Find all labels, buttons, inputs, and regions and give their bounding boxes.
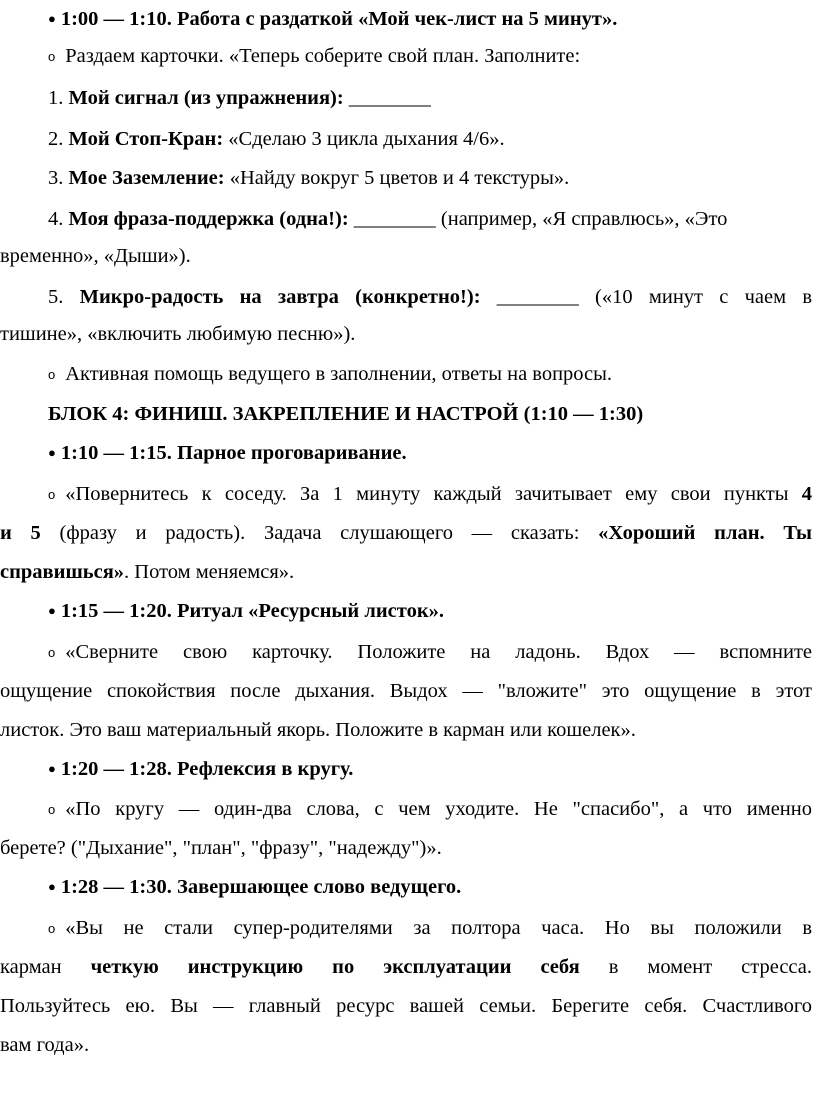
sub-item <box>48 361 808 388</box>
section-time: 1:15 — 1:20. <box>60 600 172 622</box>
bullet-icon: ● <box>48 879 56 894</box>
circle-bullet-icon: o <box>48 487 56 502</box>
section-paragraph-cont <box>0 1032 760 1058</box>
section-title: Ритуал «Ресурсный листок». <box>177 600 445 622</box>
section-title: Работа с раздаткой «Мой чек-лист на 5 минут». <box>177 8 618 30</box>
item-text: «Сделаю 3 цикла дыхания 4/6». <box>228 128 505 150</box>
block-heading <box>48 401 808 427</box>
section-heading-4 <box>48 756 808 782</box>
item-number: 3. <box>48 167 64 189</box>
section-paragraph <box>48 915 812 942</box>
paragraph-text: «Сверните свою карточку. Положите на ладонь. Вдох — вспомните <box>65 641 812 663</box>
block-title: БЛОК 4: ФИНИШ. ЗАКРЕПЛЕНИЕ И НАСТРОЙ (1:10 — 1:30) <box>48 403 644 425</box>
section-title: Завершающее слово ведущего. <box>177 876 462 898</box>
item-text: «Найду вокруг 5 цветов и 4 текстуры». <box>229 167 570 189</box>
checklist-item-2 <box>48 126 808 152</box>
section-paragraph-cont <box>0 993 812 1019</box>
circle-bullet-icon: o <box>48 802 56 817</box>
item-blank: ________ <box>496 286 579 308</box>
item-label: Мой сигнал (из упражнения): <box>68 87 344 109</box>
section-title: Рефлексия в кругу. <box>177 758 354 780</box>
section-paragraph-cont <box>0 678 812 704</box>
checklist-item-1 <box>48 85 808 111</box>
paragraph-text: вам года». <box>0 1034 90 1056</box>
bullet-icon: ● <box>48 445 56 460</box>
item-number: 5. <box>48 286 64 308</box>
paragraph-emphasis: «Хороший план. Ты <box>598 522 813 544</box>
section-paragraph <box>48 639 812 666</box>
section-paragraph <box>48 796 812 823</box>
paragraph-emphasis: справишься» <box>0 561 125 583</box>
item-text: временно», «Дыши»). <box>0 245 191 267</box>
checklist-item-5 <box>48 284 812 310</box>
paragraph-emphasis: четкую инструкцию по эксплуатации себя <box>90 956 580 978</box>
item-label: Мой Стоп-Кран: <box>68 128 224 150</box>
section-heading-3 <box>48 598 808 624</box>
item-label: Микро-радость на завтра (конкретно!): <box>79 286 481 308</box>
checklist-item-4-cont <box>0 243 760 269</box>
section-paragraph-cont <box>0 954 812 980</box>
circle-bullet-icon: o <box>48 49 56 64</box>
section-paragraph <box>48 481 812 508</box>
item-label: Мое Заземление: <box>68 167 225 189</box>
circle-bullet-icon: o <box>48 367 56 382</box>
section-title: Парное проговаривание. <box>177 442 407 464</box>
sub-item <box>48 43 808 70</box>
paragraph-text: карман <box>0 956 62 978</box>
bullet-icon: ● <box>48 603 56 618</box>
item-number: 1. <box>48 87 64 109</box>
paragraph-text: «Повернитесь к соседу. За 1 минуту каждый зачитывает ему свои пункты <box>65 483 789 505</box>
checklist-item-3 <box>48 165 808 191</box>
paragraph-text: листок. Это ваш материальный якорь. Положите в карман или кошелек». <box>0 719 636 741</box>
paragraph-emphasis: и 5 <box>0 522 41 544</box>
paragraph-text: (фразу и радость). Задача слушающего — сказать: <box>59 522 580 544</box>
sub-item-text: Активная помощь ведущего в заполнении, ответы на вопросы. <box>65 363 613 385</box>
sub-item-text: Раздаем карточки. «Теперь соберите свой план. Заполните: <box>65 45 581 67</box>
item-blank: ________ <box>353 208 436 230</box>
paragraph-text: «Вы не стали супер-родителями за полтора часа. Но вы положили в <box>65 917 812 939</box>
bullet-icon: ● <box>48 761 56 776</box>
item-number: 2. <box>48 128 64 150</box>
section-heading-2 <box>48 440 808 466</box>
section-heading-5 <box>48 874 808 900</box>
checklist-item-5-cont <box>0 321 760 347</box>
paragraph-text: . Потом меняемся». <box>124 561 295 583</box>
paragraph-text: в момент стресса. <box>608 956 812 978</box>
paragraph-text: «По кругу — один-два слова, с чем уходите. Не "спасибо", а что именно <box>65 798 812 820</box>
section-paragraph-cont <box>0 520 812 546</box>
section-time: 1:28 — 1:30. <box>60 876 172 898</box>
checklist-item-4 <box>48 206 808 232</box>
paragraph-text: ощущение спокойствия после дыхания. Выдох — "вложите" это ощущение в этот <box>0 680 812 702</box>
bullet-icon: ● <box>48 11 56 26</box>
section-paragraph-cont <box>0 835 812 861</box>
item-blank: ________ <box>348 87 431 109</box>
item-text: («10 минут с чаем в <box>595 286 812 308</box>
item-text: (например, «Я справлюсь», «Это <box>440 208 728 230</box>
paragraph-text: берете? ("Дыхание", "план", "фразу", "надежду")». <box>0 837 442 859</box>
circle-bullet-icon: o <box>48 921 56 936</box>
section-time: 1:10 — 1:15. <box>60 442 172 464</box>
section-heading-1 <box>48 6 808 32</box>
section-time: 1:00 — 1:10. <box>60 8 172 30</box>
circle-bullet-icon: o <box>48 645 56 660</box>
item-text: тишине», «включить любимую песню»). <box>0 323 356 345</box>
item-number: 4. <box>48 208 64 230</box>
section-time: 1:20 — 1:28. <box>60 758 172 780</box>
paragraph-emphasis: 4 <box>801 483 812 505</box>
paragraph-text: Пользуйтесь ею. Вы — главный ресурс вашей семьи. Берегите себя. Счастливого <box>0 995 812 1017</box>
section-paragraph-cont <box>0 717 812 743</box>
item-label: Моя фраза-поддержка (одна!): <box>68 208 349 230</box>
section-paragraph-cont <box>0 559 760 585</box>
